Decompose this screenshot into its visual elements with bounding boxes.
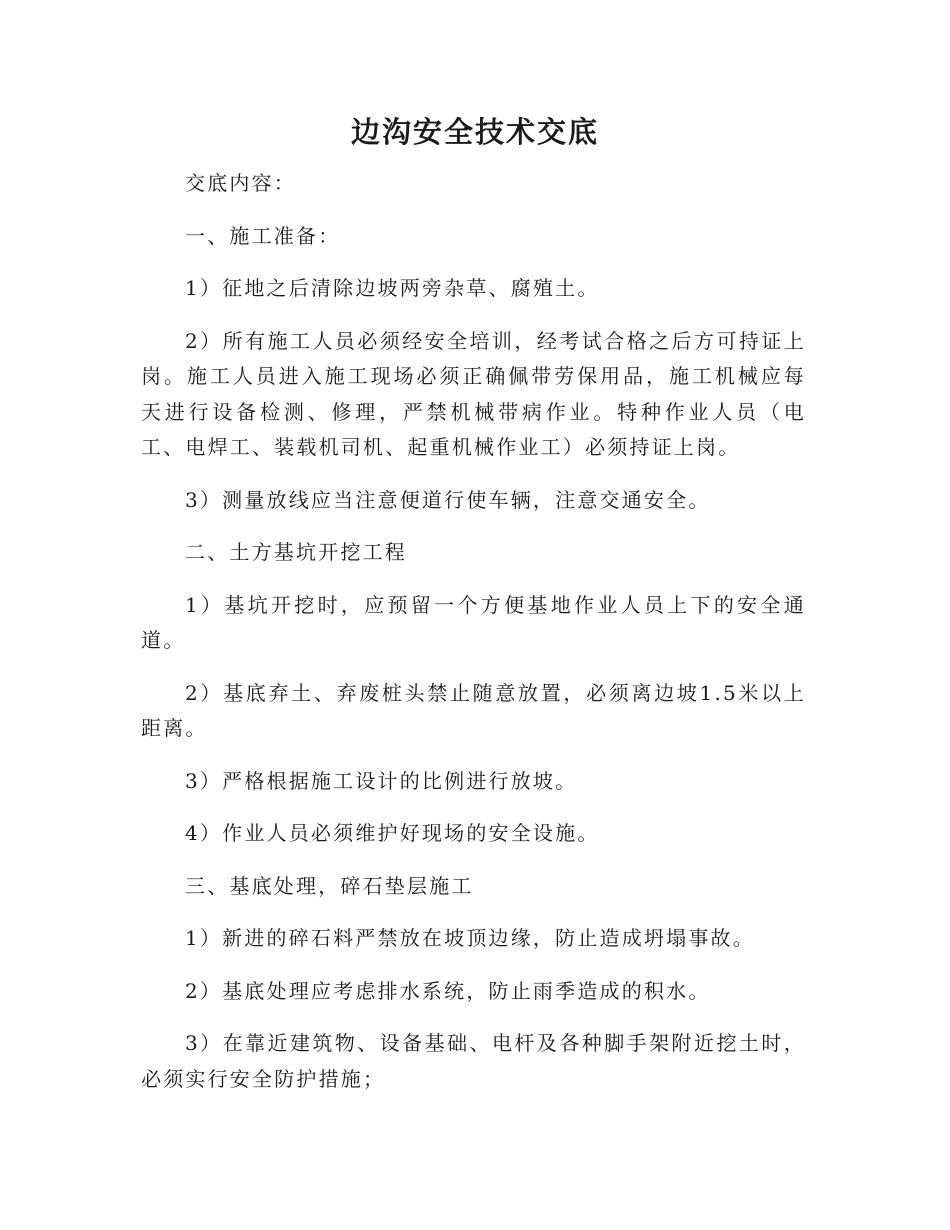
paragraph-item: 2）基底处理应考虑排水系统，防止雨季造成的积水。 bbox=[185, 978, 711, 1003]
paragraph-item: 3）测量放线应当注意便道行使车辆，注意交通安全。 bbox=[185, 487, 711, 512]
paragraph-item: 1）新进的碎石料严禁放在坡顶边缘，防止造成坍塌事故。 bbox=[185, 926, 755, 950]
paragraph-item: 2）基底弃土、弃废桩头禁止随意放置，必须离边坡1.5米以上距离。 bbox=[141, 680, 806, 740]
paragraph-item: 1）基坑开挖时，应预留一个方便基地作业人员上下的安全通道。 bbox=[141, 592, 806, 652]
paragraph-item: 3）在靠近建筑物、设备基础、电杆及各种脚手架附近挖土时，必须实行安全防护措施； bbox=[141, 1031, 806, 1091]
section-heading-base-treatment: 三、基底处理，碎石垫层施工 bbox=[185, 873, 474, 898]
paragraph-intro: 交底内容： bbox=[185, 171, 296, 195]
document-body bbox=[141, 166, 806, 1114]
paragraph-item: 1）征地之后清除边坡两旁杂草、腐殖土。 bbox=[185, 276, 600, 300]
paragraph-item: 3）严格根据施工设计的比例进行放坡。 bbox=[185, 768, 578, 793]
paragraph-item: 2）所有施工人员必须经安全培训，经考试合格之后方可持证上岗。施工人员进入施工现场必须正确佩带劳保用品，施工机械应每天进行设备检测、修理，严禁机械带病作业。特种作业人员（电工、电焊工、装载机司机、起重机械作业工）必须持证上岗。 bbox=[141, 328, 806, 459]
paragraph-item: 4）作业人员必须维护好现场的安全设施。 bbox=[185, 821, 600, 845]
document-title: 边沟安全技术交底 bbox=[350, 115, 599, 149]
section-heading-excavation: 二、土方基坑开挖工程 bbox=[185, 540, 407, 564]
section-heading-preparation: 一、施工准备： bbox=[185, 223, 341, 248]
